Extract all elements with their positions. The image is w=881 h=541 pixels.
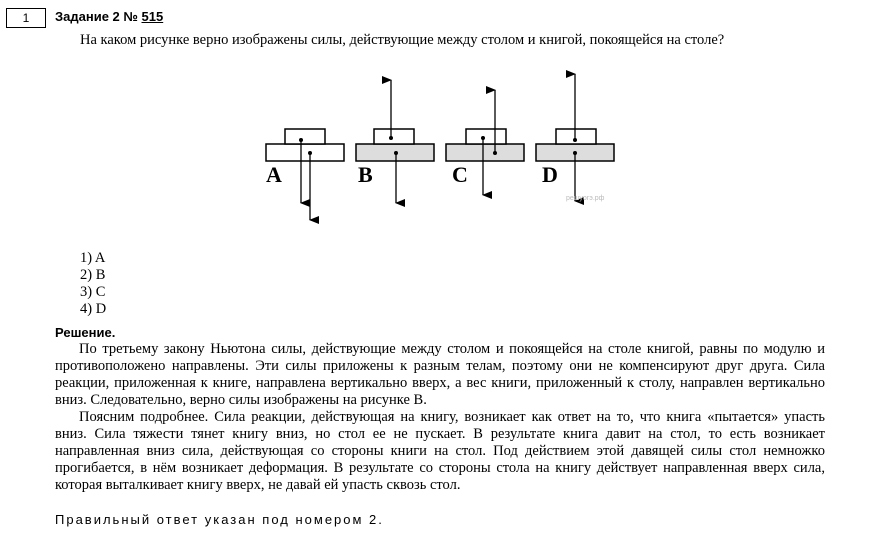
question-text: На каком рисунке верно изображены силы, действующие между столом и книгой, покоящейся на столе? xyxy=(80,32,725,48)
label-c: C xyxy=(452,162,468,187)
option-4: 4) D xyxy=(80,301,107,317)
task-title-prefix: Задание 2 № xyxy=(55,9,142,24)
option-2: 2) B xyxy=(80,267,106,283)
figure-c xyxy=(446,90,524,195)
table-c xyxy=(446,144,524,161)
task-number-box: 1 xyxy=(6,8,46,28)
label-b: B xyxy=(358,162,373,187)
book-b xyxy=(374,129,414,144)
option-1: 1) A xyxy=(80,250,106,266)
option-3: 3) C xyxy=(80,284,106,300)
book-d xyxy=(556,129,596,144)
figure-a xyxy=(266,129,344,220)
solution-block xyxy=(55,324,825,494)
solution-paragraph-1: По третьему закону Ньютона силы, действующие между столом и покоящейся на столе книгой, равны по модулю и противоположено направлены. Эти силы приложены к разным телам, поэтому они не компенсируют друг друга. Сила реакции, приложенная к книге, направлена вертикально вверх, а вес книги, приложенный к столу, направлен вертикально вниз. Следовательно, верно силы изображены на рисунке B. xyxy=(55,341,825,408)
figure-d xyxy=(536,74,614,201)
forces-figure xyxy=(258,68,618,228)
task-title xyxy=(55,9,163,24)
task-link[interactable]: 515 xyxy=(141,9,164,24)
correct-answer: Правильный ответ указан под номером 2. xyxy=(55,512,384,527)
figure-b xyxy=(356,80,434,203)
solution-paragraph-2: Поясним подробнее. Сила реакции, действующая на книгу, возникает как ответ на то, что книга «пытается» упасть вниз. Сила тяжести тянет книгу вниз, но стол ее не пускает. В результате книга давит на стол, то есть возникает направленная вниз сила, действующая со стороны книги на стол. Под действием этой давящей силы стол немножко прогибается, в нём возникает деформация. В результате со стороны стола на книгу действует направленная вверх сила, которая выталкивает книгу вверх, не давай ей упасть сквозь стол. xyxy=(55,409,825,493)
label-d: D xyxy=(542,162,558,187)
watermark: решуогэ.рф xyxy=(566,195,605,202)
answer-options xyxy=(80,250,106,318)
book-c xyxy=(466,129,506,144)
label-a: A xyxy=(266,162,282,187)
book-a xyxy=(285,129,325,144)
table-a xyxy=(266,144,344,161)
solution-heading: Решение. xyxy=(55,325,116,340)
